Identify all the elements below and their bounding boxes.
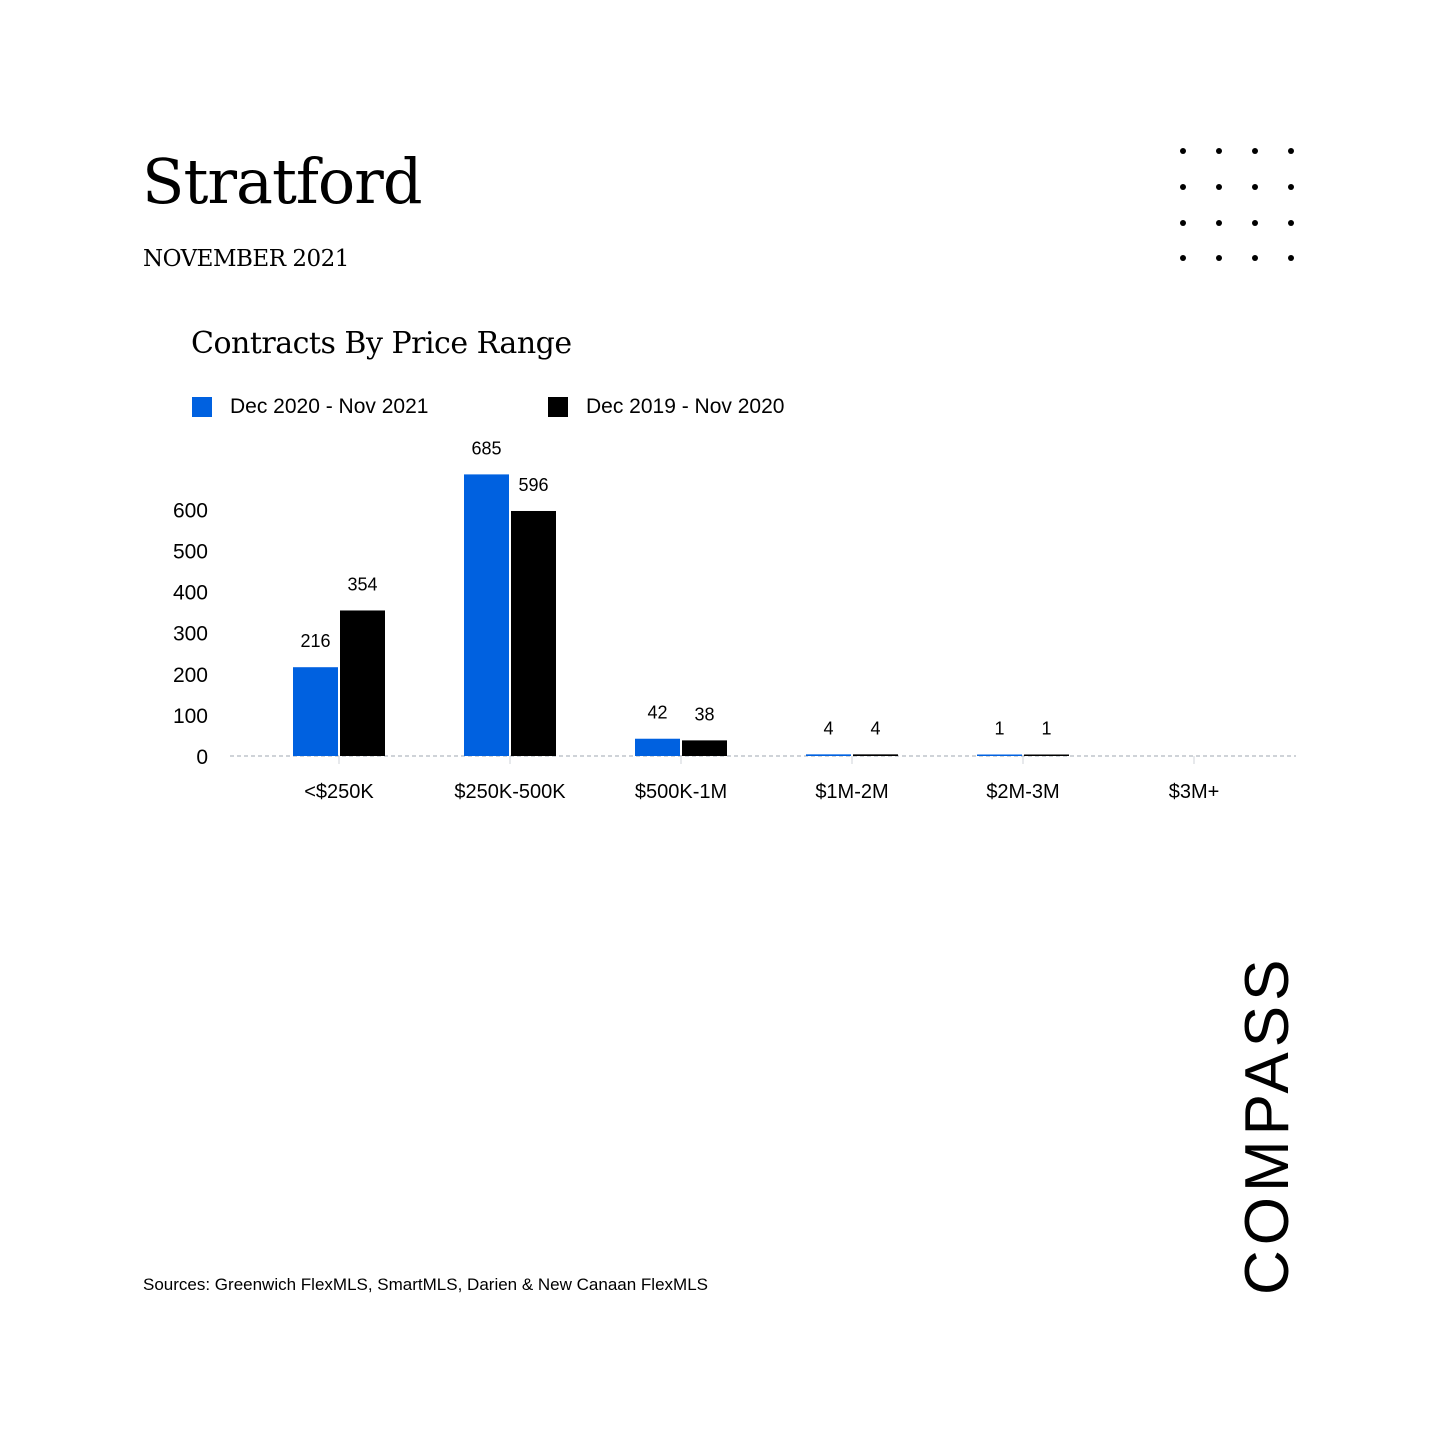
data-label: 685 (471, 438, 502, 459)
y-tick-label: 400 (172, 581, 208, 605)
bar (464, 474, 509, 756)
y-tick-label: 0 (196, 746, 208, 769)
y-tick-label: 500 (172, 540, 208, 564)
data-label: 596 (518, 474, 549, 495)
x-tick-label: $3M+ (1168, 781, 1220, 803)
data-label: 4 (870, 718, 881, 739)
y-tick-label: 300 (172, 622, 208, 646)
data-label: 42 (647, 702, 668, 723)
legend-label-current: Dec 2020 - Nov 2021 (230, 395, 429, 418)
bar (853, 754, 898, 756)
x-tick-label: <$250K (304, 781, 374, 803)
page-title: Stratford (142, 145, 422, 218)
data-label: 1 (994, 718, 1005, 739)
data-label: 354 (347, 574, 378, 595)
bar (635, 739, 680, 756)
bar (1024, 755, 1069, 757)
bar (806, 754, 851, 756)
data-label: 38 (694, 704, 715, 725)
x-tick-label: $500K-1M (634, 781, 728, 803)
y-tick-label: 600 (172, 499, 208, 523)
report-period: NOVEMBER 2021 (143, 246, 349, 272)
data-label: 216 (300, 631, 331, 652)
bar (682, 740, 727, 756)
y-tick-label: 200 (172, 663, 208, 687)
x-tick-label: $250K-500K (454, 781, 566, 803)
x-tick-label: $2M-3M (986, 781, 1060, 803)
x-tick-label: $1M-2M (815, 781, 889, 803)
sources-note: Sources: Greenwich FlexMLS, SmartMLS, Darien & New Canaan FlexMLS (143, 1275, 708, 1294)
data-label: 1 (1041, 718, 1052, 739)
bar (977, 755, 1022, 757)
bar (340, 610, 385, 756)
data-label: 4 (823, 718, 834, 739)
legend-label-prior: Dec 2019 - Nov 2020 (586, 395, 785, 418)
y-tick-label: 100 (172, 704, 208, 728)
bar (511, 511, 556, 756)
logo-text: COMPASS (1233, 954, 1302, 1295)
compass-logo (1233, 950, 1302, 1295)
chart-title: Contracts By Price Range (191, 326, 572, 361)
bar (293, 667, 338, 756)
